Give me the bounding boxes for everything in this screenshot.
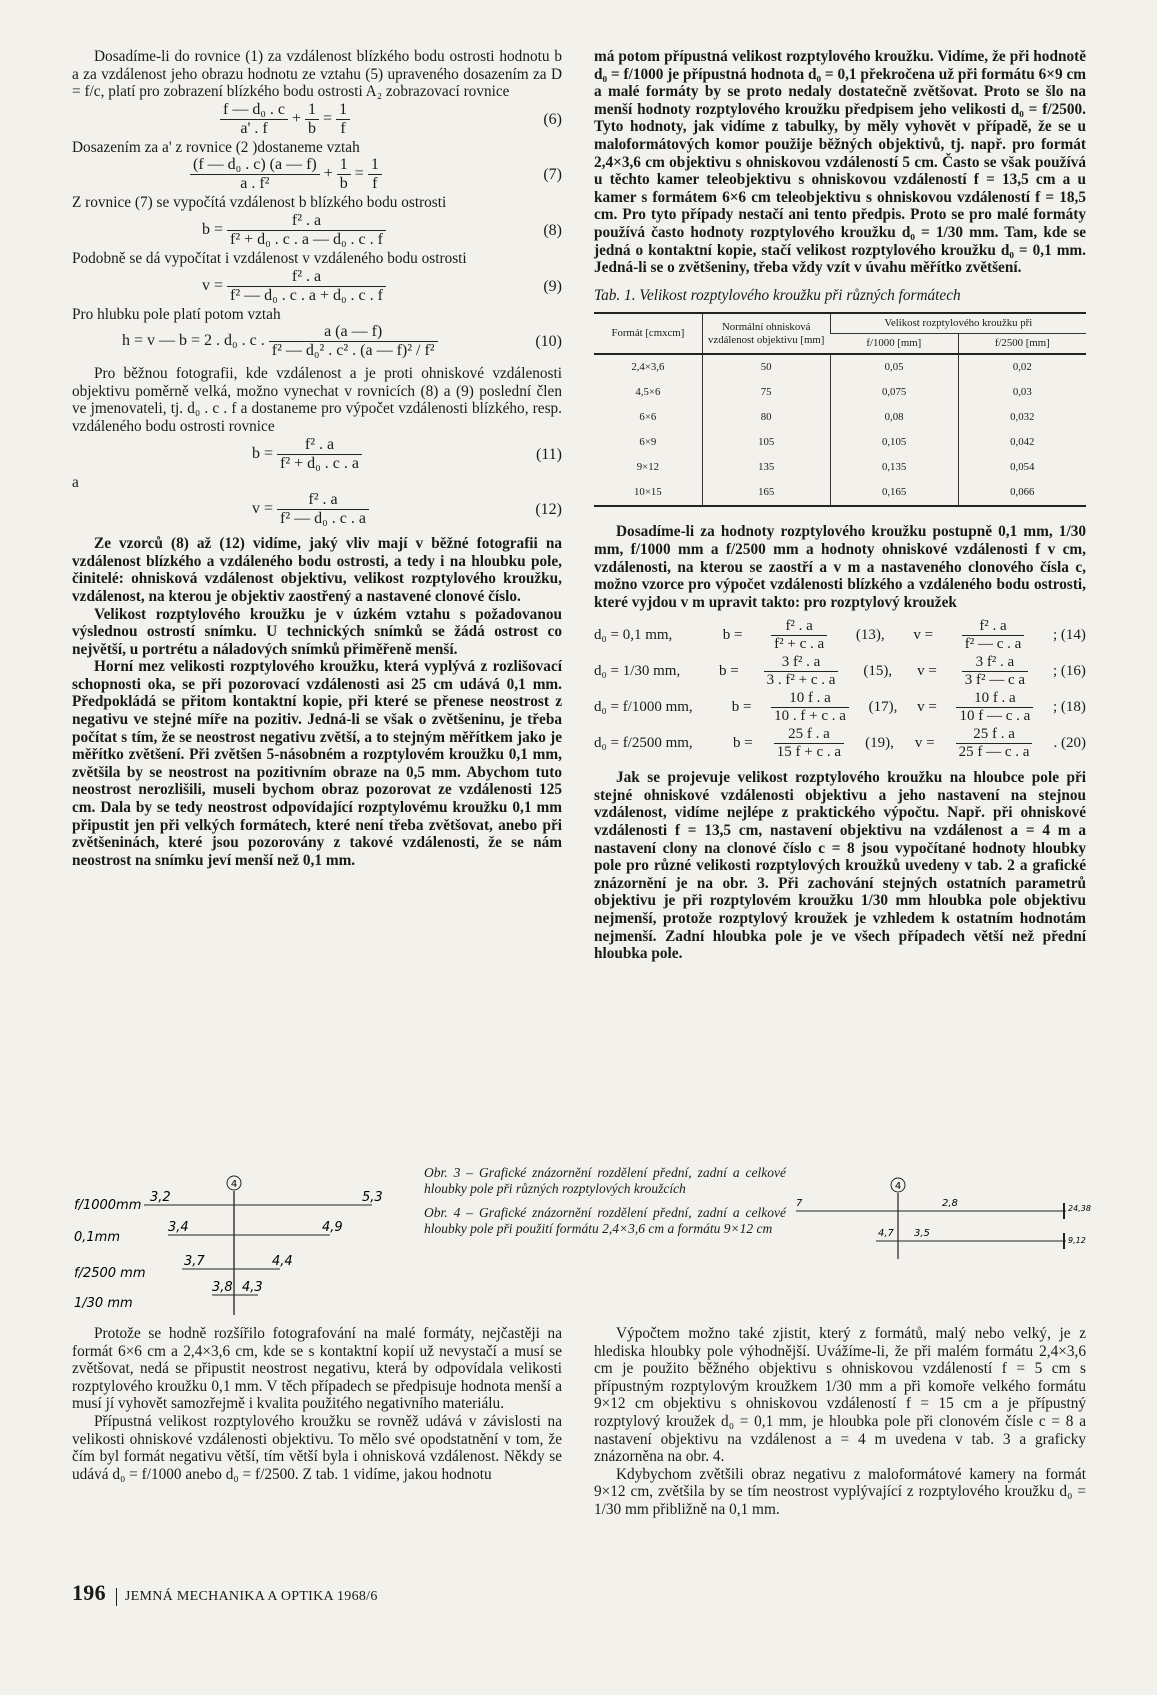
near-value: 3,2 — [150, 1190, 171, 1205]
equation-8 — [202, 212, 562, 250]
equation-lhs: v = — [202, 276, 224, 294]
numerator: (f — d₀ . c) (a — f) — [190, 156, 320, 175]
equation-lhs: v = — [914, 734, 935, 751]
fig4-row — [796, 1198, 1091, 1219]
fraction — [220, 101, 288, 138]
numerator: f² . a — [962, 618, 1025, 636]
equation-number: (11) — [535, 445, 562, 463]
numerator: a (a — f) — [269, 323, 438, 342]
equation-row — [594, 725, 1086, 761]
equation-number: (17), — [868, 698, 898, 715]
focus-label: 4 — [894, 1181, 902, 1192]
numerator: f² . a — [277, 436, 362, 455]
fraction — [764, 654, 839, 689]
equation-row — [594, 617, 1086, 653]
denominator: f² — d₀² . c² . (a — f)² / f² — [271, 342, 435, 360]
fig3-row — [74, 1190, 383, 1213]
left-column — [72, 48, 562, 869]
equation-number: (15), — [863, 662, 893, 679]
near-value: 3,7 — [184, 1254, 205, 1269]
equation-number: (8) — [543, 221, 562, 239]
page-number: 196 — [72, 1580, 106, 1605]
fraction — [962, 654, 1028, 689]
table-cell: 6×6 — [639, 411, 657, 424]
paragraph: Přípustná velikost rozptylového kroužku se rovněž udává v závislosti na velikosti ohniskové vzdálenosti objektivu. To mělo své opodstatnění v tom, že čím byl formát negativu větší, tím větší byla i ohnisková vzdálenost. Někdy se udává d₀ = f/1000 anebo d₀ = f/2500. Z tab. 1 vidíme, jakou hodnotu — [72, 1412, 562, 1483]
numerator: 1 — [368, 156, 382, 175]
figure-3 — [72, 1165, 402, 1315]
table-cell: 0,075 — [830, 380, 958, 405]
equation-lhs: v = — [913, 626, 934, 643]
table-cell: 0,066 — [958, 480, 1086, 506]
table-cell: 6×9 — [639, 436, 657, 449]
numerator: 25 f . a — [956, 726, 1033, 744]
equation-label: d₀ = f/1000 mm, — [594, 698, 693, 715]
column-header: Normální ohnisková vzdálenost objektivu [mm] — [702, 313, 830, 354]
equation-lhs: b = — [733, 734, 753, 751]
denominator: a . f² — [240, 175, 270, 193]
denominator: f² + c . a — [774, 635, 825, 652]
equation-number: ; (18) — [1053, 698, 1086, 715]
equation-9 — [202, 268, 562, 306]
fraction — [190, 156, 320, 193]
conjunction: a — [72, 473, 79, 491]
paragraph: Pro hlubku pole platí potom vztah — [72, 305, 281, 323]
fraction — [305, 101, 319, 138]
table-cell: 75 — [702, 380, 830, 405]
numerator: f² . a — [227, 212, 386, 231]
numerator: f² . a — [771, 618, 827, 636]
equation-number: ; (16) — [1053, 662, 1086, 679]
numerator: 25 f . a — [774, 726, 844, 744]
data-table — [594, 312, 1086, 507]
fraction — [336, 101, 350, 138]
equation-6 — [220, 101, 562, 139]
operator: = — [323, 109, 337, 127]
figure-4 — [766, 1173, 1091, 1263]
equation-lhs: b = — [722, 626, 743, 643]
operator: = — [354, 165, 368, 183]
paragraph: Jak se projevuje velikost rozptylového kroužku na hloubce pole při stejné ohniskové vzdálenosti objektivu a jeho nastavení na stejnou vzdálenost, vidíme nejlépe z praktického výpočtu. Např. při ohniskové vzdálenosti f = 13,5 cm, nastavení objektivu na vzdálenost a = 4 m a nastavení clony na clonové číslo c = 8 jsou vypočítané hodnoty hloubky pole pro různé velikosti rozptylových kroužků uvedeny v tab. 2 a grafické znázornění je na obr. 3. Při zachování stejných ostatních parametrů objektivu je při rozptylovém kroužku 1/30 mm hloubka pole objektivu nejmenší, protože rozptylový kroužek je vzhledem k ostatním hodnotám nejmenší. Zadní hloubka pole je ve všech případech větší než přední hloubka pole. — [594, 769, 1086, 963]
fig3-row — [74, 1254, 293, 1281]
table-cell: 50 — [702, 354, 830, 380]
journal-name: JEMNÁ MECHANIKA A OPTIKA 1968/6 — [124, 1589, 378, 1604]
table-row — [594, 430, 1086, 455]
near-value: 3,8 — [212, 1280, 233, 1295]
paragraph: Výpočtem možno také zjistit, který z formátů, malý nebo velký, je z hlediska hloubky pole výhodnější. Uvážíme-li, že při malém formátu 2,4×3,6 cm je použito běžného objektivu s ohniskovou vzdáleností f = 5 cm s přípustným rozptylovým kroužkem 1/30 mm a při komoře velkého formátu 9×12 cm objektivu s ohniskovou vzdáleností f = 15 cm a je přípustný rozptylový kroužek d₀ = 0,1 mm, je hloubka pole při clonovém čísle c = 8 a nastavení objektivu na vzdálenost a = 4 m uvedena v tab. 3 a graficky znázorněna na obr. 4. — [594, 1325, 1086, 1466]
fraction — [771, 618, 827, 653]
denominator: f² — d₀ . c . a + d₀ . c . f — [230, 286, 383, 304]
equation-lhs: v = — [917, 662, 937, 679]
near-value: 7 — [796, 1198, 803, 1209]
equation-lhs: b = — [202, 221, 224, 239]
numerator: 3 f² . a — [962, 654, 1028, 672]
table-caption: Tab. 1. Velikost rozptylového kroužku při různých formátech — [594, 286, 961, 304]
far-value: 5,3 — [362, 1190, 383, 1205]
equation-number: (12) — [535, 501, 562, 519]
numerator: 3 f² . a — [764, 654, 839, 672]
equation-number: (6) — [543, 110, 562, 128]
paragraph: Protože se hodně rozšířilo fotografování na malé formáty, nejčastěji na formát 6×6 cm a 2,4×3,6 cm, kde se s kontaktní kopií už nevystačí a musí se zvětšovat, nedá se připustit neostrost negativu, která by odpovídala velikosti rozptylového kroužku 0,1 mm. V těch případech se předpisuje hodnota menší a musí jí vyhovět samozřejmě i kvalita použitého negativního materiálu. — [72, 1325, 562, 1413]
denominator: f² + d₀ . c . a — [280, 454, 359, 472]
table-cell: 0,08 — [830, 405, 958, 430]
table-cell: 0,105 — [830, 430, 958, 455]
equation-number: . (20) — [1053, 734, 1086, 751]
table-cell: 105 — [702, 430, 830, 455]
near-value: 3,4 — [168, 1220, 189, 1235]
numerator: f — d₀ . c — [220, 101, 288, 120]
fraction — [277, 436, 362, 473]
denominator: 10 . f + c . a — [774, 707, 846, 724]
fraction — [277, 491, 369, 528]
equation-row — [594, 653, 1086, 689]
mid-value: 3,5 — [914, 1228, 930, 1239]
right-column — [594, 48, 1086, 963]
denominator: f — [340, 119, 346, 137]
denominator: b — [308, 119, 317, 137]
equation-lhs: v = — [252, 500, 274, 518]
table-row — [594, 455, 1086, 480]
fraction — [774, 726, 844, 761]
paragraph: Horní mez velikosti rozptylového kroužku, která vyplývá z rozlišovací schopnosti oka, se při pozorovací vzdálenosti asi 25 cm udává 0,1 mm. Předpokládá se přitom kontaktní kopie, při které se přenese neostrost z negativu ve stejné míře na pozitiv. Jedná-li se však o zvětšeninu, je třeba počítat s tím, že se neostrost negativu zvětší, a to stejným měřítkem jako je měřítko zvětšení. Při zvětšen 5-násobném a rozptylovém kroužku 0,1 mm, zvětšila by se neostrost na pozitivním obraze na 0,5 mm. Abychom tuto neostrost nerozlišili, museli bychom obraz pozorovat ze vzdálenosti 125 cm. Dala by se tedy neostrost odpovídající rozptylovému kroužku 0,1 mm připustit jen při velkých formátech, které není třeba zvětšovat, anebo při zvětšeninách, které jsou pozorovány z takové vzdálenosti, že se nám neostrost na snímku jeví menší než 0,1 mm. — [72, 658, 562, 869]
denominator: f — [372, 175, 378, 193]
denominator: a' . f — [240, 119, 268, 137]
denominator: f² — d₀ . c . a — [280, 510, 366, 528]
equation-label: d₀ = 0,1 mm, — [594, 626, 673, 643]
table-row — [594, 480, 1086, 506]
paragraph: Pro běžnou fotografii, kde vzdálenost a je proti ohniskové vzdálenosti objektivu poměrně velká, možno vynechat v rovnicích (8) a (9) poslední člen ve jmenovateli, tj. d₀ . c . f a dostaneme pro výpočet vzdálenosti blízkého, resp. vzdáleného bodu ostrosti rovnice — [72, 365, 562, 435]
operator: + — [292, 109, 306, 127]
figure-captions — [424, 1165, 786, 1237]
table-cell: 2,4×3,6 — [631, 361, 665, 374]
end-value: 24,38 — [1068, 1204, 1091, 1213]
equation-lhs: v = — [917, 698, 937, 715]
fraction — [227, 268, 386, 305]
equation-lhs: b = — [718, 662, 739, 679]
paragraph: Podobně se dá vypočítat i vzdálenost v vzdáleného bodu ostrosti — [72, 249, 467, 267]
fig3-row — [74, 1220, 343, 1245]
denominator: f² + d₀ . c . a — d₀ . c . f — [230, 230, 383, 248]
table-cell: 0,165 — [830, 480, 958, 506]
column-header: f/1000 [mm] — [830, 334, 958, 355]
denominator: 3 f² — c a — [964, 671, 1026, 688]
numerator: f² . a — [227, 268, 386, 287]
denominator: 15 f + c . a — [776, 743, 842, 760]
denominator: b — [339, 175, 348, 193]
denominator: 3 . f² + c . a — [766, 671, 836, 688]
column-header: f/2500 [mm] — [958, 334, 1086, 355]
row-label: f/2500 mm — [74, 1266, 146, 1281]
figures-row — [72, 1165, 1091, 1315]
equation-lhs: h = v — b = 2 . d₀ . c . — [122, 332, 265, 350]
table-cell: 0,135 — [830, 455, 958, 480]
equation-lhs: b = — [731, 698, 752, 715]
row-label: 0,1mm — [74, 1230, 121, 1245]
near-value: 4,7 — [878, 1228, 894, 1239]
left-bottom-column — [72, 1325, 562, 1483]
numerator: f² . a — [277, 491, 369, 510]
equation-number: ; (14) — [1053, 626, 1086, 643]
equation-number: (13), — [855, 626, 885, 643]
numerator: 10 f . a — [956, 690, 1033, 708]
paragraph: Kdybychom zvětšili obraz negativu z maloformátové kamery na formát 9×12 cm, zvětšila by se tím neostrost vyplývající z rozptylového kroužku d₀ = 1/30 mm přibližně na 0,1 mm. — [594, 1465, 1086, 1518]
table-row — [594, 354, 1086, 380]
table-cell: 9×12 — [636, 461, 660, 474]
column-header: Velikost rozptylového kroužku při — [830, 313, 1086, 334]
figure-caption: Obr. 3 – Grafické znázornění rozdělení přední, zadní a celkové hloubky pole při různých rozptylových kroužcích — [424, 1165, 786, 1196]
focus-label: 4 — [230, 1179, 238, 1190]
table-cell: 80 — [702, 405, 830, 430]
fig4-row — [876, 1228, 1086, 1249]
table-cell: 0,02 — [958, 354, 1086, 380]
figure-caption: Obr. 4 – Grafické znázornění rozdělení přední, zadní a celkové hloubky pole při použití formátu 2,4×3,6 cm a formátu 9×12 cm — [424, 1205, 786, 1236]
paragraph: Dosadíme-li do rovnice (1) za vzdálenost blízkého bodu ostrosti hodnotu b a za vzdálenost jeho obrazu hodnotu ze vztahu (5) upraveného dosazením za D = f/c, platí pro zobrazení blízkého bodu ostrosti A₂ zobrazovací rovnice — [72, 48, 562, 101]
end-value: 9,12 — [1068, 1236, 1086, 1245]
page-footer — [72, 1580, 378, 1606]
equation-number: (9) — [543, 277, 562, 295]
equation-block — [594, 617, 1086, 761]
numerator: 10 f . a — [771, 690, 849, 708]
table-cell: 135 — [702, 455, 830, 480]
paragraph: Z rovnice (7) se vypočítá vzdálenost b blízkého bodu ostrosti — [72, 194, 447, 212]
table-row — [594, 380, 1086, 405]
mid-value: 2,8 — [942, 1198, 958, 1209]
equation-12 — [252, 491, 562, 529]
table-row — [594, 405, 1086, 430]
operator: + — [323, 165, 337, 183]
table-cell: 4,5×6 — [635, 386, 661, 399]
paragraph: má potom přípustná velikost rozptylového kroužku. Vidíme, že při hodnotě d₀ = f/1000 je přípustná hodnota d₀ = 0,1 překročena už při formátu 6×9 cm a malé formáty by se proto nedaly dostatečně zvětšovat. Proto se šlo na menší hodnoty rozptylového kroužku předpisem jeho velikosti d₀ = f/2500. Tyto hodnoty, jak vidíme z tabulky, by měly vyhovět v případě, že se u maloformátových komor použije běžných objektivů, tj. např. pro formát 2,4×3,6 cm objektivu s ohniskovou vzdáleností 5 cm. Často se však používá u těchto kamer teleobjektivu s ohniskovou vzdáleností f = 13,5 cm a u kamer s formátem 6×6 cm teleobjektivu s ohniskovou vzdáleností f = 18,5 cm. Pro tyto případy nestačí ani tento předpis. Proto se pro malé formáty používá často hodnoty rozptylového kroužku d₀ = 1/30 mm. Tam, kde se jedná o kontaktní kopie, stačí velikost rozptylového kroužku d₀ = 0,1 mm. Jedná-li se o zvětšeniny, třeba vždy vzít v úvahu měřítko zvětšení. — [594, 48, 1086, 277]
fraction — [962, 618, 1025, 653]
table-cell: 0,05 — [830, 354, 958, 380]
table-cell: 0,03 — [958, 380, 1086, 405]
paragraph: Dosazením za a' z rovnice (2 )dostaneme vztah — [72, 138, 360, 156]
row-label: f/1000mm — [74, 1198, 142, 1213]
fraction — [269, 323, 438, 360]
denominator: 25 f — c . a — [958, 743, 1030, 760]
equation-7 — [190, 156, 562, 194]
fraction — [227, 212, 386, 249]
numerator: 1 — [337, 156, 351, 175]
footer-divider — [116, 1588, 117, 1606]
denominator: 10 f — c . a — [959, 707, 1031, 724]
column-header: Formát [cmxcm] — [611, 327, 685, 340]
table-cell: 0,054 — [958, 455, 1086, 480]
far-value: 4,4 — [272, 1254, 293, 1269]
equation-number: (19), — [865, 734, 894, 751]
paragraph: Dosadíme-li za hodnoty rozptylového kroužku postupně 0,1 mm, 1/30 mm, f/1000 mm a f/2500 mm a hodnoty ohniskové vzdálenosti f v cm, vzdálenosti, na kterou se zaostří a v m a nastaveného clonového čísla c, možno vzorce pro výpočet vzdálenosti blízkého a vzdáleného bodu ostrosti, které vyjdou v m upravit takto: pro rozptylový kroužek — [594, 523, 1086, 611]
equation-number: (10) — [535, 333, 562, 351]
table-cell: 0,032 — [958, 405, 1086, 430]
far-value: 4,9 — [322, 1220, 343, 1235]
fraction — [956, 726, 1033, 761]
fraction — [368, 156, 382, 193]
far-value: 4,3 — [242, 1280, 263, 1295]
equation-10 — [122, 323, 562, 365]
table-cell: 10×15 — [634, 486, 662, 499]
equation-label: d₀ = f/2500 mm, — [594, 734, 693, 751]
paragraph: Ze vzorců (8) až (12) vidíme, jaký vliv mají v běžné fotografii na vzdálenost blízkého a vzdáleného bodu ostrosti, a tedy i na hloubku pole, činitelé: ohnisková vzdálenost objektivu, velikost rozptylového kroužku, vzdálenost, na kterou je objektiv zaostřený a nastavené clonové číslo. — [72, 535, 562, 605]
equation-11 — [252, 436, 562, 474]
row-label: 1/30 mm — [74, 1296, 133, 1311]
equation-label: d₀ = 1/30 mm, — [594, 662, 681, 679]
denominator: f² — c . a — [964, 635, 1022, 652]
fraction — [771, 690, 849, 725]
paragraph: Velikost rozptylového kroužku je v úzkém vztahu s požadovanou výslednou ostrostí snímku. U technických snímků se žádá ostrost co největší, u portrétu a náladových snímků přiměřeně menší. — [72, 605, 562, 658]
numerator: 1 — [305, 101, 319, 120]
fraction — [956, 690, 1033, 725]
equation-lhs: b = — [252, 444, 274, 462]
table-cell: 165 — [702, 480, 830, 506]
numerator: 1 — [336, 101, 350, 120]
equation-row — [594, 689, 1086, 725]
equation-number: (7) — [543, 166, 562, 184]
right-bottom-column — [594, 1325, 1086, 1519]
fraction — [337, 156, 351, 193]
table-cell: 0,042 — [958, 430, 1086, 455]
